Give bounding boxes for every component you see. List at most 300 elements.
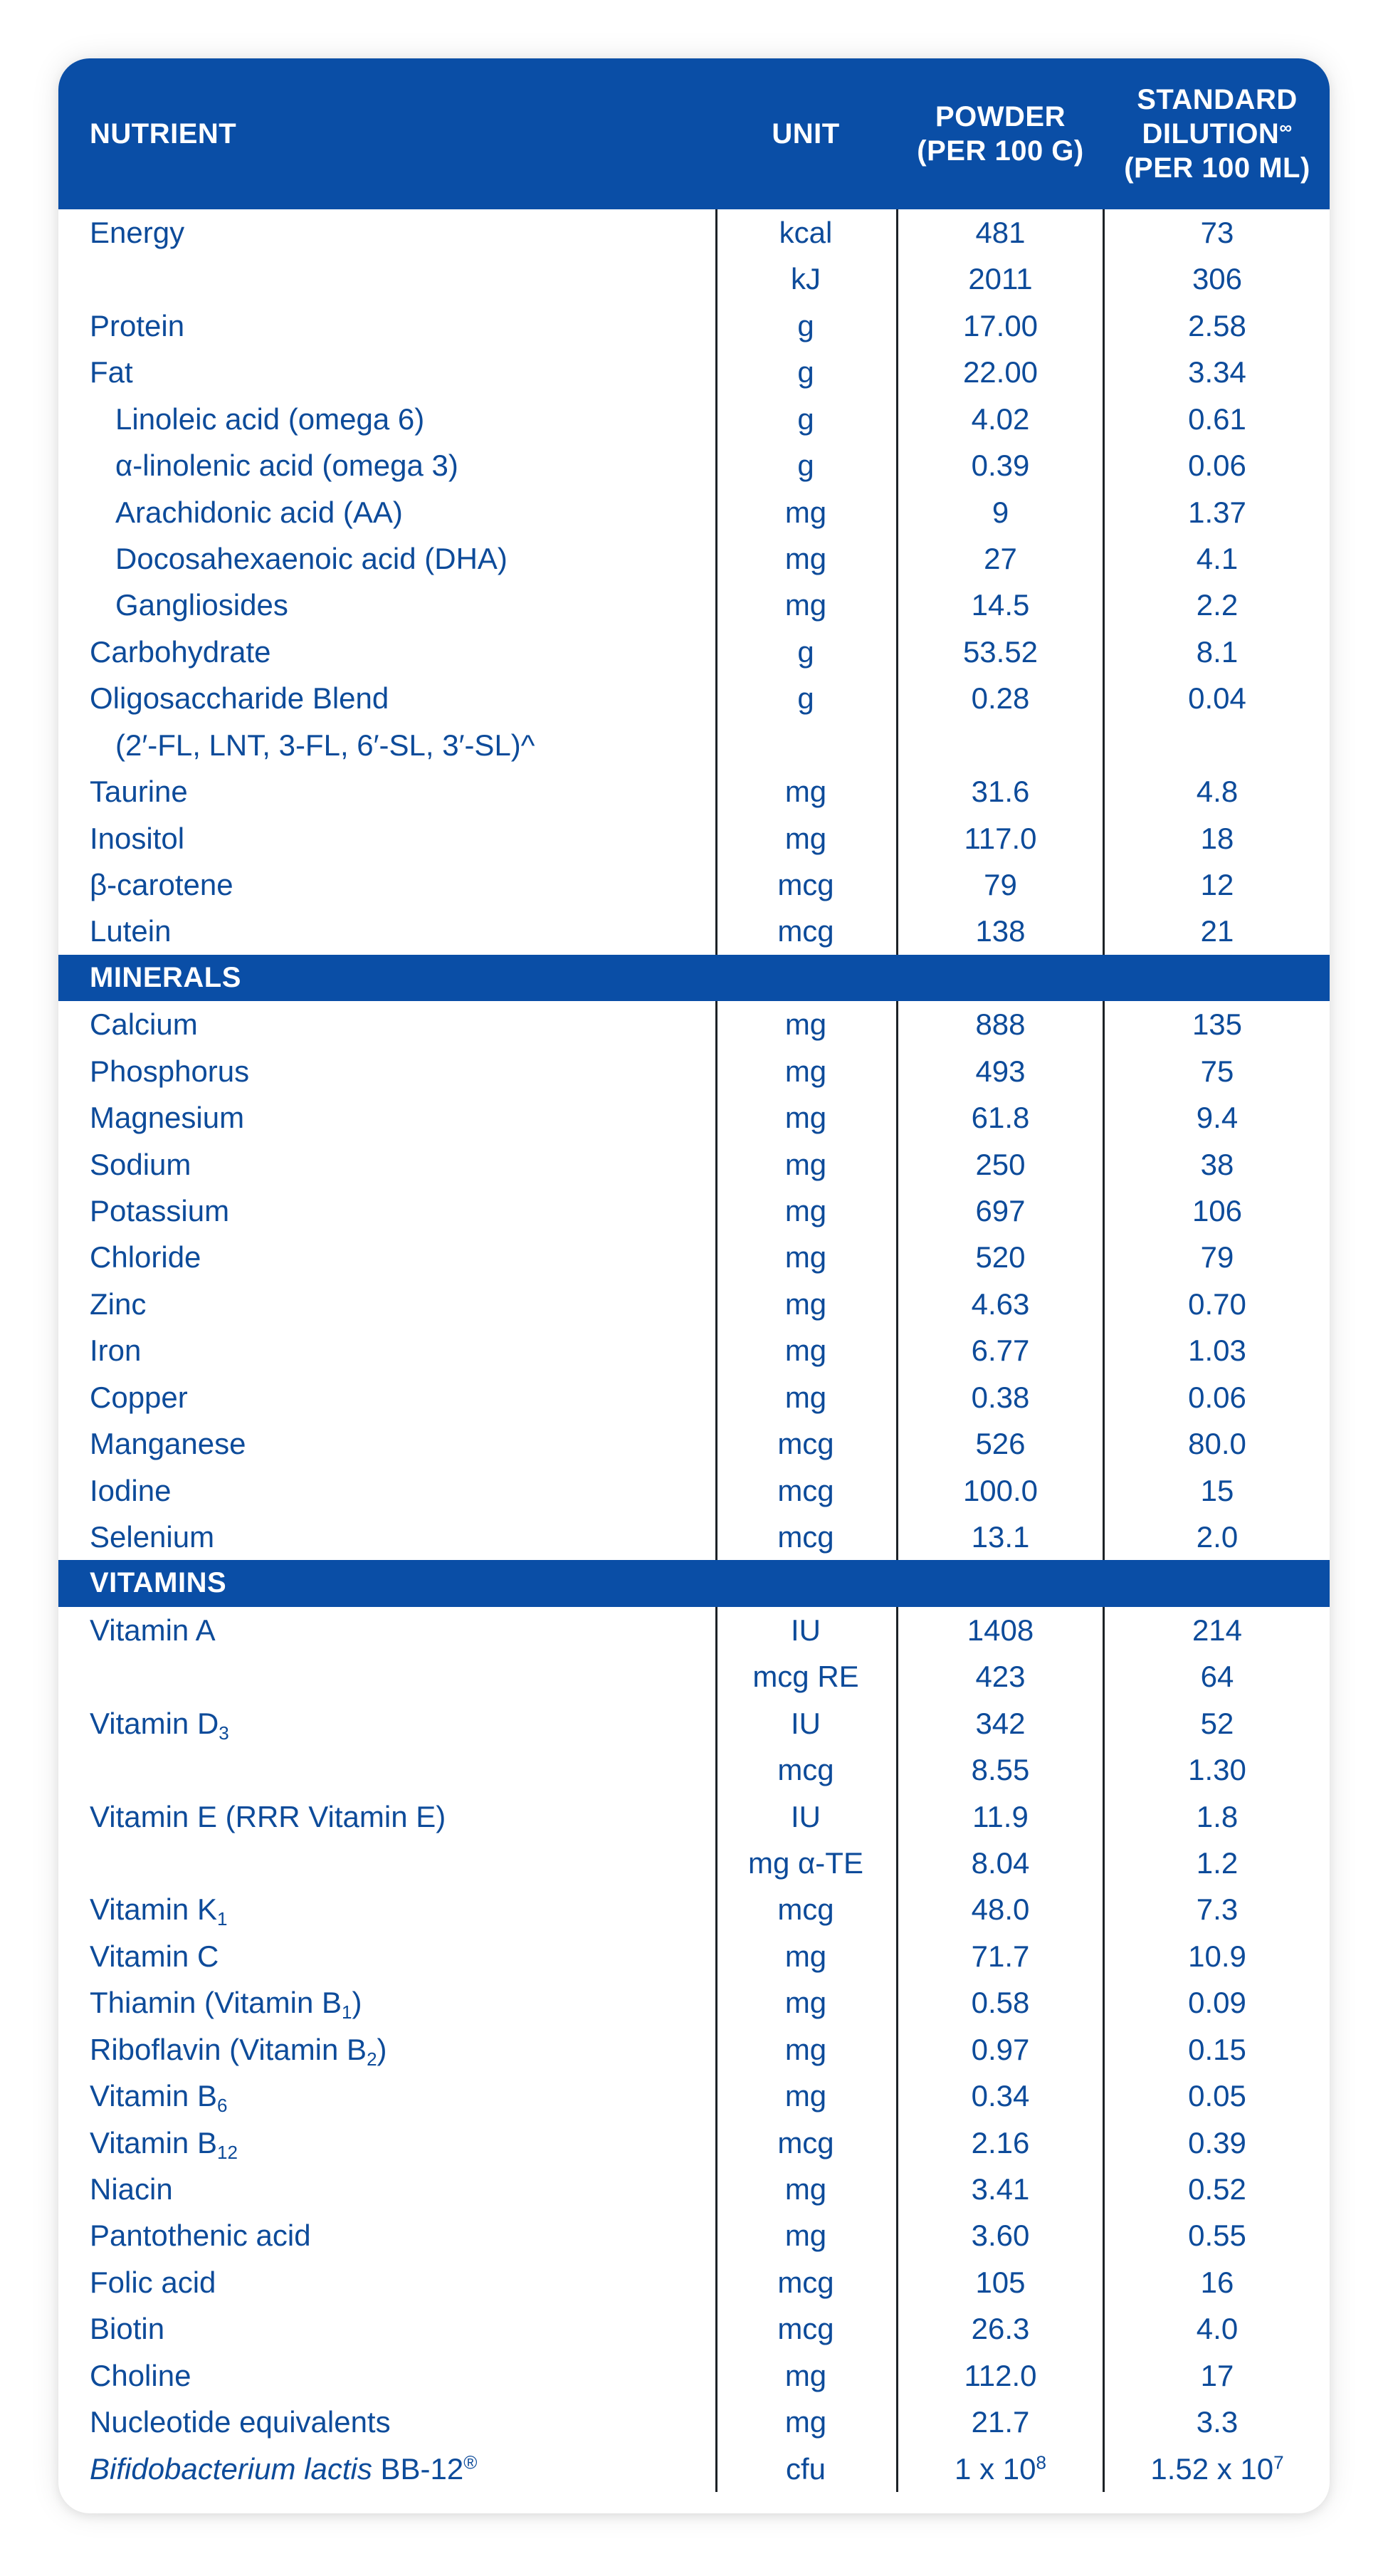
powder-value-cell xyxy=(898,862,1103,908)
powder-value-cell xyxy=(898,675,1103,721)
table-row xyxy=(58,675,1330,721)
powder-value-cell xyxy=(898,1747,1103,1793)
dilution-value-cell xyxy=(1105,1094,1330,1141)
dilution-value-cell xyxy=(1105,1467,1330,1514)
nutrient-name xyxy=(90,629,270,675)
table-row xyxy=(58,908,1330,954)
nutrient-name-text: Thiamin (Vitamin B xyxy=(90,1986,342,2020)
powder-value-cell xyxy=(898,442,1103,488)
dilution-value-cell xyxy=(1105,2305,1330,2352)
dilution-value-cell xyxy=(1105,862,1330,908)
table-row xyxy=(58,2073,1330,2119)
unit-cell: mg xyxy=(784,2219,827,2253)
powder-value-cell xyxy=(898,2166,1103,2212)
unit-cell: IU xyxy=(791,1799,821,1833)
powder-value-cell xyxy=(898,1048,1103,1094)
section-title: VITAMINS xyxy=(90,1567,227,1599)
nutrient-name xyxy=(90,815,184,862)
dilution-value-cell xyxy=(1105,908,1330,954)
header-dilution-line1: STANDARD xyxy=(1137,84,1298,115)
unit-cell: mcg xyxy=(777,1892,834,1927)
table-row xyxy=(58,396,1330,442)
powder-value: 423 xyxy=(975,1660,1026,1694)
column-divider xyxy=(715,1001,717,1560)
dilution-value: 1.8 xyxy=(1196,1799,1239,1833)
nutrient-name xyxy=(90,1794,446,1840)
table-row xyxy=(58,1374,1330,1420)
powder-value: 17.00 xyxy=(962,308,1039,342)
powder-exponent: 8 xyxy=(1036,2451,1046,2473)
powder-value: 117.0 xyxy=(964,821,1037,855)
nutrient-name-text: Vitamin B xyxy=(90,2125,217,2159)
powder-value: 8.55 xyxy=(971,1753,1030,1787)
dilution-value-cell xyxy=(1105,2073,1330,2119)
powder-value-cell xyxy=(898,1653,1103,1700)
powder-value: 9 xyxy=(992,495,1009,529)
dilution-value: 3.34 xyxy=(1188,355,1246,389)
nutrient-name xyxy=(115,396,424,442)
powder-value: 8.04 xyxy=(971,1846,1030,1880)
nutrient-name xyxy=(115,535,508,582)
table-row xyxy=(58,1979,1330,2026)
nutrient-name xyxy=(90,862,233,908)
dilution-value-cell xyxy=(1105,256,1330,302)
unit-cell: mcg xyxy=(777,2125,834,2159)
dilution-value-cell xyxy=(1105,489,1330,535)
powder-value: 250 xyxy=(975,1147,1026,1181)
dilution-value-cell xyxy=(1105,722,1330,768)
unit-cell: g xyxy=(797,308,814,342)
dilution-value-cell xyxy=(1105,1794,1330,1840)
unit-cell: mg xyxy=(784,1147,827,1181)
unit-cell: mg xyxy=(784,1101,827,1135)
nutrient-name-text: Copper xyxy=(90,1380,188,1414)
table-row xyxy=(58,1794,1330,1840)
table-row xyxy=(58,1001,1330,1047)
unit-cell: mg xyxy=(784,1240,827,1274)
powder-value-cell xyxy=(898,1979,1103,2026)
powder-value: 27 xyxy=(984,542,1017,575)
unit-cell: mg xyxy=(784,2079,827,2113)
table-row xyxy=(58,1467,1330,1514)
table-row xyxy=(58,862,1330,908)
nutrient-name-text: Manganese xyxy=(90,1427,246,1461)
column-divider xyxy=(1103,1001,1105,1560)
nutrient-name-text: Choline xyxy=(90,2358,191,2392)
powder-value: 2.16 xyxy=(971,2125,1030,2159)
nutrient-name xyxy=(90,2120,238,2166)
nutrient-name xyxy=(90,2073,227,2119)
unit-cell: mg xyxy=(784,1939,827,1973)
dilution-value-cell xyxy=(1105,768,1330,815)
table-row xyxy=(58,1141,1330,1188)
table-row xyxy=(58,349,1330,395)
dilution-value: 80.0 xyxy=(1188,1427,1246,1461)
unit-cell: kcal xyxy=(779,216,833,249)
powder-value-cell xyxy=(898,1001,1103,1047)
section-title: MINERALS xyxy=(90,961,241,993)
unit-cell: mg xyxy=(784,775,827,809)
dilution-value-cell xyxy=(1105,1327,1330,1373)
nutrient-name-text: Sodium xyxy=(90,1147,191,1181)
nutrient-name xyxy=(90,2399,391,2445)
dilution-value-cell xyxy=(1105,1048,1330,1094)
nutrient-name xyxy=(115,442,458,488)
nutrient-name-text: Docosahexaenoic acid (DHA) xyxy=(115,542,508,575)
nutrient-name xyxy=(90,1327,141,1373)
nutrient-name-text: Riboflavin (Vitamin B xyxy=(90,2032,367,2066)
dilution-value: 15 xyxy=(1200,1473,1234,1507)
nutrient-name-subscript: 1 xyxy=(342,2001,352,2023)
powder-value-cell xyxy=(898,349,1103,395)
nutrient-name xyxy=(90,1048,249,1094)
powder-value: 4.02 xyxy=(971,402,1030,436)
nutrient-name xyxy=(90,1514,214,1560)
table-header xyxy=(58,58,1330,209)
dilution-value: 2.58 xyxy=(1188,308,1246,342)
powder-value: 13.1 xyxy=(971,1520,1030,1554)
dilution-value-cell xyxy=(1105,303,1330,349)
nutrient-name xyxy=(90,2166,173,2212)
dilution-value: 79 xyxy=(1200,1240,1234,1274)
powder-value-cell xyxy=(898,1281,1103,1327)
dilution-value: 8.1 xyxy=(1196,634,1239,669)
powder-value: 0.97 xyxy=(971,2032,1030,2066)
powder-value-cell xyxy=(898,1794,1103,1840)
unit-cell: kJ xyxy=(791,262,821,296)
dilution-value-cell xyxy=(1105,1886,1330,1932)
unit-cell: mg xyxy=(784,821,827,855)
nutrient-name xyxy=(90,1188,229,1234)
table-row xyxy=(58,209,1330,256)
nutrient-name xyxy=(90,2259,216,2305)
nutrient-name xyxy=(90,768,188,815)
table-row xyxy=(58,582,1330,628)
unit-cell: mg xyxy=(784,495,827,529)
dilution-value-cell xyxy=(1105,582,1330,628)
unit-cell: mg xyxy=(784,1194,827,1228)
dilution-value: 306 xyxy=(1192,262,1243,296)
powder-value: 0.28 xyxy=(971,681,1030,716)
powder-value: 26.3 xyxy=(971,2312,1030,2346)
dilution-value: 4.1 xyxy=(1196,542,1239,575)
powder-value: 526 xyxy=(975,1427,1026,1461)
unit-cell: g xyxy=(797,634,814,669)
dilution-value-cell xyxy=(1105,1747,1330,1793)
column-divider xyxy=(896,1001,898,1560)
powder-value-cell xyxy=(898,582,1103,628)
nutrient-name-text: Oligosaccharide Blend xyxy=(90,681,389,716)
dilution-value: 18 xyxy=(1200,821,1234,855)
unit-cell: cfu xyxy=(785,2451,826,2486)
powder-value-cell xyxy=(898,1700,1103,1747)
dilution-value: 214 xyxy=(1192,1613,1243,1647)
nutrient-name xyxy=(90,1094,244,1141)
dilution-value-cell xyxy=(1105,349,1330,395)
nutrient-name-text: Phosphorus xyxy=(90,1054,250,1088)
dilution-value-cell xyxy=(1105,1840,1330,1886)
table-row xyxy=(58,1933,1330,1979)
header-dilution xyxy=(1105,58,1330,209)
column-divider xyxy=(1103,209,1105,955)
table-row xyxy=(58,2259,1330,2305)
table-row xyxy=(58,629,1330,675)
nutrient-name-subscript: 1 xyxy=(216,1908,228,1930)
powder-value-cell xyxy=(898,396,1103,442)
dilution-value-cell xyxy=(1105,1933,1330,1979)
nutrient-name-text: Iodine xyxy=(90,1473,172,1507)
powder-value-cell xyxy=(898,2305,1103,2352)
dilution-value-cell xyxy=(1105,1234,1330,1280)
powder-value-cell xyxy=(898,2073,1103,2119)
unit-cell: mg xyxy=(784,2358,827,2392)
powder-value: 11.9 xyxy=(972,1799,1029,1833)
nutrient-name-text: Iron xyxy=(90,1334,142,1368)
nutrient-name-text: Folic acid xyxy=(90,2265,216,2299)
dilution-value-cell xyxy=(1105,396,1330,442)
dilution-value-cell xyxy=(1105,1653,1330,1700)
dilution-value: 3.3 xyxy=(1196,2405,1239,2439)
table-row xyxy=(58,2212,1330,2258)
unit-cell: mcg xyxy=(777,1427,834,1461)
section-header-vitamins xyxy=(58,1560,1330,1606)
unit-cell: mg xyxy=(784,1287,827,1321)
dilution-value-cell xyxy=(1105,2120,1330,2166)
table-row xyxy=(58,2026,1330,2073)
powder-value: 31.6 xyxy=(971,775,1030,809)
nutrient-name xyxy=(90,1467,171,1514)
powder-value-cell xyxy=(898,2352,1103,2399)
powder-value-cell xyxy=(898,1420,1103,1467)
powder-value: 21.7 xyxy=(971,2405,1030,2439)
dilution-value: 106 xyxy=(1192,1194,1243,1228)
nutrient-name xyxy=(90,1281,146,1327)
dilution-value: 0.15 xyxy=(1188,2032,1246,2066)
column-divider xyxy=(1103,1607,1105,2492)
unit-cell: mcg xyxy=(777,914,834,948)
nutrient-name-text: Linoleic acid (omega 6) xyxy=(115,402,425,436)
unit-cell: IU xyxy=(791,1613,821,1647)
table-row xyxy=(58,2305,1330,2352)
unit-cell: g xyxy=(797,402,814,436)
nutrient-name xyxy=(90,1700,229,1747)
unit-cell xyxy=(715,722,896,768)
powder-value-cell xyxy=(898,1514,1103,1560)
nutrition-table-card xyxy=(58,58,1330,2513)
nutrient-name-text: Chloride xyxy=(90,1240,201,1274)
dilution-value: 10.9 xyxy=(1188,1939,1246,1973)
powder-value: 61.8 xyxy=(971,1101,1030,1135)
dilution-exponent: 7 xyxy=(1273,2451,1284,2473)
dilution-value: 0.04 xyxy=(1188,681,1246,716)
dilution-value-cell xyxy=(1105,2166,1330,2212)
unit-cell: mcg xyxy=(777,1473,834,1507)
powder-value-cell xyxy=(898,768,1103,815)
nutrient-name-text: Biotin xyxy=(90,2312,165,2346)
powder-value: 0.58 xyxy=(971,1986,1030,2020)
dilution-value: 16 xyxy=(1200,2265,1234,2299)
unit-cell: mg α-TE xyxy=(748,1846,863,1880)
table-row xyxy=(58,1514,1330,1560)
powder-value-cell xyxy=(898,2212,1103,2258)
unit-cell: g xyxy=(797,355,814,389)
header-powder xyxy=(898,58,1103,209)
dilution-value-cell xyxy=(1105,1001,1330,1047)
powder-value: 105 xyxy=(975,2265,1026,2299)
powder-value: 0.39 xyxy=(971,449,1030,483)
powder-value-cell xyxy=(898,1933,1103,1979)
header-unit-label: UNIT xyxy=(772,118,840,150)
nutrient-name-text: Arachidonic acid (AA) xyxy=(115,495,403,529)
powder-value-cell xyxy=(898,1188,1103,1234)
dilution-value: 0.70 xyxy=(1188,1287,1246,1321)
nutrient-name-subscript: 3 xyxy=(219,1722,229,1744)
powder-value-cell xyxy=(898,256,1103,302)
powder-value: 79 xyxy=(984,868,1017,902)
table-row xyxy=(58,442,1330,488)
header-nutrient-label: NUTRIENT xyxy=(90,118,237,150)
unit-cell: mg xyxy=(784,1380,827,1414)
dilution-value: 21 xyxy=(1200,914,1234,948)
nutrient-name-text: Vitamin K xyxy=(90,1892,217,1927)
nutrient-name xyxy=(90,349,133,395)
dilution-value: 1.37 xyxy=(1188,495,1246,529)
dilution-value-cell xyxy=(1105,1700,1330,1747)
unit-cell: mg xyxy=(784,1007,827,1042)
dilution-value-cell xyxy=(1105,2026,1330,2073)
dilution-value-cell xyxy=(1105,2212,1330,2258)
table-row xyxy=(58,535,1330,582)
table-row xyxy=(58,1094,1330,1141)
dilution-value: 1.52 x 10 xyxy=(1150,2451,1274,2486)
header-dilution-line2-text: DILUTION xyxy=(1142,118,1280,150)
powder-value: 1408 xyxy=(967,1613,1034,1647)
unit-cell: mg xyxy=(784,1986,827,2020)
table-row xyxy=(58,2399,1330,2445)
nutrient-name-text: Gangliosides xyxy=(115,588,288,622)
table-row xyxy=(58,489,1330,535)
powder-value-cell xyxy=(898,209,1103,256)
powder-value-cell xyxy=(898,535,1103,582)
dilution-value: 0.06 xyxy=(1188,1380,1246,1414)
nutrient-name xyxy=(90,675,389,721)
powder-value-cell xyxy=(898,1840,1103,1886)
nutrient-name-suffix: BB-12 xyxy=(372,2451,464,2486)
nutrient-name-text: Protein xyxy=(90,308,185,342)
powder-value: 53.52 xyxy=(962,634,1039,669)
nutrient-name xyxy=(90,1234,201,1280)
nutrient-name-subscript: 2 xyxy=(367,2048,377,2070)
nutrient-name-text: Taurine xyxy=(90,775,188,809)
powder-value-cell xyxy=(898,303,1103,349)
nutrient-name-text: Vitamin E (RRR Vitamin E) xyxy=(90,1799,446,1833)
dilution-value: 4.0 xyxy=(1196,2312,1239,2346)
dilution-value-cell xyxy=(1105,2446,1330,2492)
unit-cell: mg xyxy=(784,542,827,575)
table-row xyxy=(58,1607,1330,1653)
table-row xyxy=(58,1327,1330,1373)
dilution-value: 52 xyxy=(1200,1706,1234,1740)
dilution-value: 7.3 xyxy=(1196,1892,1239,1927)
table-row xyxy=(58,2166,1330,2212)
nutrient-name xyxy=(90,303,184,349)
header-dilution-line3: (PER 100 ML) xyxy=(1124,152,1310,184)
unit-cell: mcg xyxy=(777,1753,834,1787)
powder-value: 3.60 xyxy=(971,2219,1030,2253)
nutrient-name-text: Zinc xyxy=(90,1287,147,1321)
dilution-value-cell xyxy=(1105,2352,1330,2399)
dilution-value: 75 xyxy=(1200,1054,1234,1088)
dilution-value: 0.09 xyxy=(1188,1986,1246,2020)
powder-value-cell xyxy=(898,1141,1103,1188)
dilution-value: 4.8 xyxy=(1196,775,1239,809)
unit-cell: mg xyxy=(784,588,827,622)
powder-value-cell xyxy=(898,1234,1103,1280)
dilution-value-cell xyxy=(1105,1281,1330,1327)
table-row xyxy=(58,1653,1330,1700)
header-unit xyxy=(715,58,896,209)
nutrient-name-text: Selenium xyxy=(90,1520,215,1554)
powder-value-cell xyxy=(898,1374,1103,1420)
table-row xyxy=(58,2120,1330,2166)
unit-cell: mg xyxy=(784,2405,827,2439)
unit-cell: mg xyxy=(784,2172,827,2206)
nutrient-name xyxy=(90,1420,246,1467)
column-divider xyxy=(715,209,717,955)
table-row xyxy=(58,1840,1330,1886)
powder-value: 6.77 xyxy=(971,1334,1030,1368)
infinity-footnote-mark: ∞ xyxy=(1279,118,1293,138)
table-row xyxy=(58,1188,1330,1234)
powder-value-cell xyxy=(898,489,1103,535)
nutrient-name xyxy=(90,908,171,954)
nutrient-name xyxy=(90,1933,219,1979)
nutrient-name-text: α-linolenic acid (omega 3) xyxy=(115,449,458,483)
section-header-minerals xyxy=(58,955,1330,1001)
nutrient-name-superscript: ® xyxy=(463,2451,478,2473)
header-nutrient xyxy=(90,58,236,209)
dilution-value: 0.55 xyxy=(1188,2219,1246,2253)
nutrient-name xyxy=(115,582,288,628)
nutrient-name-text: Energy xyxy=(90,216,185,249)
powder-value-cell xyxy=(898,908,1103,954)
nutrient-name-text: Nucleotide equivalents xyxy=(90,2405,391,2439)
powder-value: 0.34 xyxy=(971,2079,1030,2113)
nutrient-name xyxy=(90,2446,477,2492)
nutrient-name xyxy=(90,1001,198,1047)
nutrient-name xyxy=(90,2026,387,2073)
dilution-value: 0.06 xyxy=(1188,449,1246,483)
dilution-value: 0.05 xyxy=(1188,2079,1246,2113)
powder-value: 3.41 xyxy=(971,2172,1030,2206)
dilution-value: 0.39 xyxy=(1188,2125,1246,2159)
unit-cell: mcg xyxy=(777,868,834,902)
unit-cell: mg xyxy=(784,2032,827,2066)
nutrient-name-text: Pantothenic acid xyxy=(90,2219,311,2253)
table-row xyxy=(58,1700,1330,1747)
dilution-value-cell xyxy=(1105,1141,1330,1188)
nutrient-name xyxy=(90,1141,191,1188)
nutrient-name-text: Carbohydrate xyxy=(90,634,271,669)
powder-value: 4.63 xyxy=(971,1287,1030,1321)
dilution-value-cell xyxy=(1105,1188,1330,1234)
dilution-value: 73 xyxy=(1200,216,1234,249)
powder-value: 22.00 xyxy=(962,355,1039,389)
unit-cell: mcg xyxy=(777,2265,834,2299)
dilution-value: 64 xyxy=(1200,1660,1234,1694)
powder-value: 1 x 10 xyxy=(955,2451,1036,2486)
powder-value: 14.5 xyxy=(971,588,1030,622)
